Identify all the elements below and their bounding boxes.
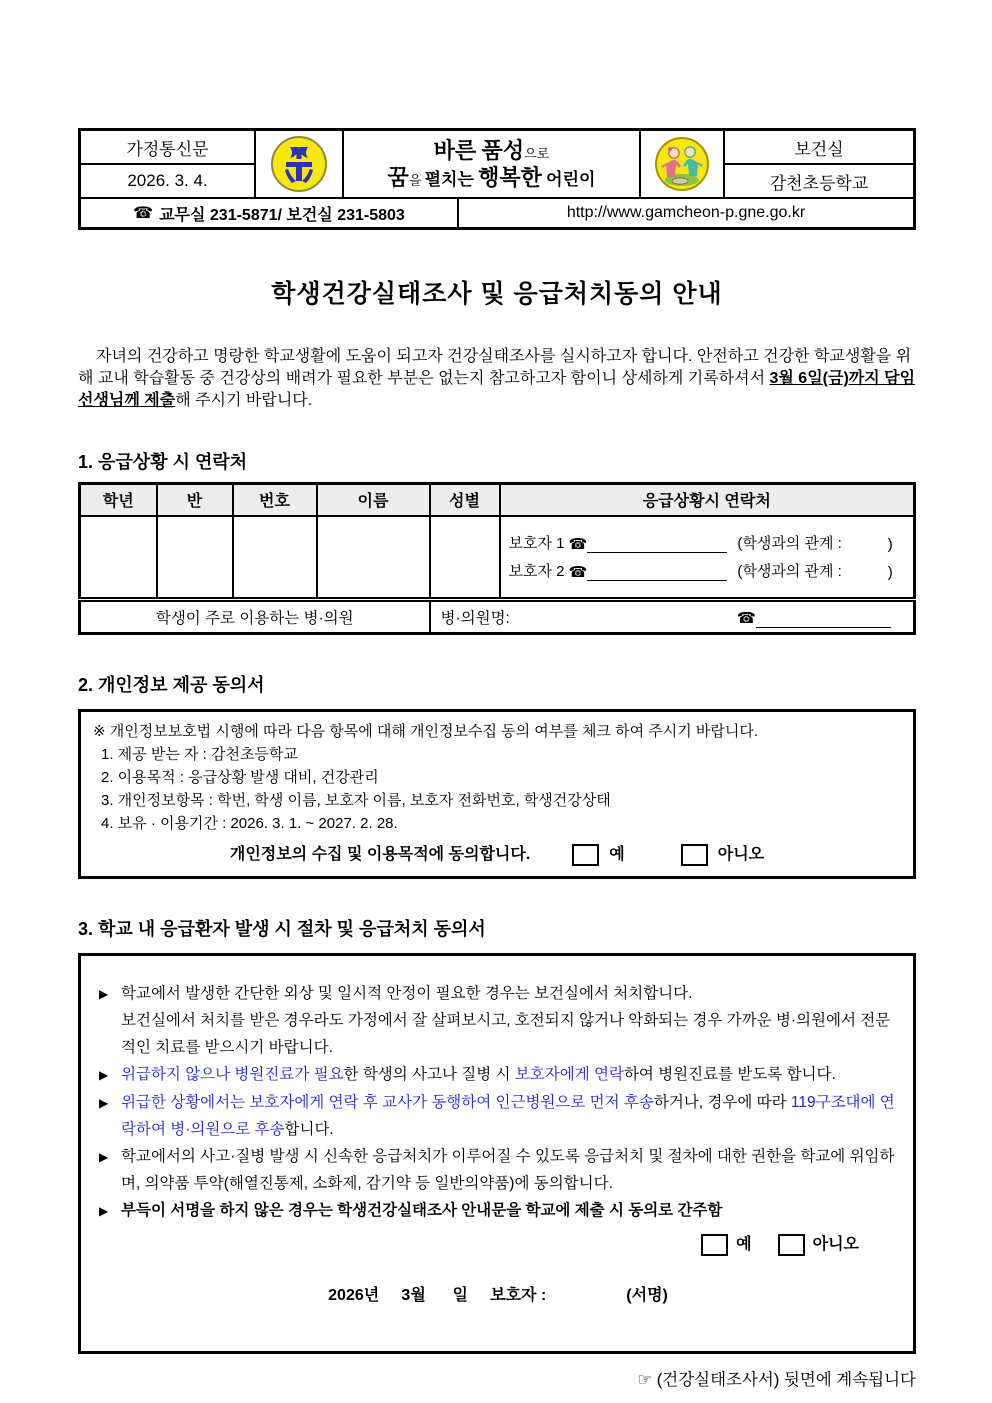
col-header-emergency-contact: 응급상황시 연락처 [500,484,915,516]
bullet-item-3 [99,1089,897,1143]
gender-field[interactable] [430,516,500,600]
privacy-item-3: 3. 개인정보항목 : 학번, 학생 이름, 보호자 이름, 보호자 전화번호, 학생건강상태 [101,792,611,809]
privacy-no-checkbox[interactable] [681,844,708,866]
page-title: 학생건강실태조사 및 응급처치동의 안내 [271,280,723,308]
bullet2-blue-1: 위급하지 않으나 병원진료가 필요 [121,1066,344,1083]
emergency-contact-table [78,482,916,635]
contact-cell [500,516,915,600]
bullet2-text-1: 한 학생의 사고나 질병 시 [343,1066,515,1083]
table-body-row [80,516,915,600]
procedure-yes-label: 예 [736,1236,752,1253]
school-name-label: 감천초등학교 [725,165,913,199]
number-field[interactable] [233,516,317,600]
privacy-no-label: 아니오 [717,846,765,863]
triangle-bullet-icon: ▶ [99,1096,109,1110]
bullet3-blue-2: 119구조대에 연락하여 병·의원으로 후송 [121,1094,895,1138]
phone-icon: ☎ [736,610,756,627]
col-header-number: 번호 [233,484,317,516]
bullet1-line1: 학교에서 발생한 간단한 외상 및 일시적 안정이 필요한 경우는 보건실에서 처치합니다. [121,985,693,1002]
privacy-notice: ※ 개인정보보호법 시행에 따라 다음 항목에 대해 개인정보수집 동의 여부를 체크 하여 주시기 바랍니다. [93,723,759,740]
privacy-yes-label: 예 [609,846,625,863]
col-header-class: 반 [157,484,233,516]
bullet4-text: 학교에서의 사고·질병 발생 시 신속한 응급처치가 이루어질 수 있도록 응급처치 및 절차에 대한 권한을 학교에 위임하며, 의약품 투약(해열진통제, 소화제, 감기약 등 일반의약품)에 동의합니다. [121,1148,895,1192]
bullet2-text-2: 하여 병원진료를 받도록 합니다. [623,1066,836,1083]
privacy-item-1: 1. 제공 받는 자 : 감천초등학교 [101,746,298,763]
relation-label: (학생과의 관계 : [737,535,842,553]
slogan-line-2: 꿈을 펼치는 행복한 어린이 [387,165,596,190]
clinic-name-label: 병·의원명: [440,610,510,627]
phone-icon: ☎ [568,536,588,554]
table-header-row [80,484,915,516]
consent-statement: 개인정보의 수집 및 이용목적에 동의합니다. [229,846,531,863]
bullet-item-2 [99,1061,897,1089]
bullet-item-5 [99,1197,897,1225]
clinic-row-label: 학생이 주로 이용하는 병·의원 [80,600,430,634]
guardian2-label: 보호자 2 [508,563,565,581]
procedure-no-label: 아니오 [812,1236,859,1253]
bullet-item-4 [99,1143,897,1197]
slogan-line-1: 바른 품성으로 [433,137,550,163]
clinic-phone-group [737,609,891,628]
clinic-row [80,600,915,634]
section2-heading: 2. 개인정보 제공 동의서 [78,675,265,695]
section3-heading: 3. 학교 내 응급환자 발생 시 절차 및 응급처치 동의서 [78,919,486,939]
clinic-value-cell [430,600,915,634]
phone-numbers-line [81,199,459,227]
triangle-bullet-icon: ▶ [99,987,109,1001]
school-logo-icon [256,131,344,199]
procedure-yes-checkbox[interactable] [701,1234,728,1256]
section1-heading: 1. 응급상황 시 연락처 [78,452,248,472]
school-slogan [344,131,641,199]
pointing-hand-icon: ☞ [637,1371,653,1389]
footer-text: (건강실태조사서) 뒷면에 계속됩니다 [652,1371,916,1389]
bullet5-text: 부득이 서명을 하지 않은 경우는 학생건강실태조사 안내문을 학교에 제출 시 동의로 간주함 [121,1202,723,1219]
children-emblem-icon [641,131,725,199]
guardian1-phone-blank[interactable] [587,536,727,553]
privacy-item-4: 4. 보유 · 이용기간 : 2026. 3. 1. ~ 2027. 2. 28. [101,815,398,832]
phone-icon: ☎ [568,564,588,582]
guardian1-row [509,532,906,553]
deadline-emphasis: 3월 6일(금)까지 담임선생님께 제출 [78,370,916,409]
date-label: 2026. 3. 4. [81,165,256,199]
intro-text-1: 자녀의 건강하고 명랑한 학교생활에 도움이 되고자 건강실태조사를 실시하고자 합니다. 안전하고 건강한 학교생활을 위해 교내 학습활동 중 건강상의 배려가 필요한 부분은 없는지 참고하고자 함이니 상세하게 기록하셔서 [78,348,912,387]
intro-paragraph [78,346,918,412]
bullet1-line2: 보건실에서 처치를 받은 경우라도 가정에서 잘 살펴보시고, 호전되지 않거나 악화되는 경우 가까운 병·의원에서 전문적인 치료를 받으시기 바랍니다. [121,1012,891,1056]
guardian2-phone-blank[interactable] [587,564,727,581]
website-url: http://www.gamcheon-p.gne.go.kr [566,204,806,221]
phone-icon: ☎ [133,205,154,222]
class-field[interactable] [157,516,233,600]
guardian2-row [509,560,906,581]
relation-close-paren: ) [887,564,893,582]
doc-type-label: 가정통신문 [81,131,256,165]
signature-line[interactable]: 2026년 3월 일 보호자 : (서명) [328,1287,668,1304]
bullet3-text-2: 합니다. [284,1121,334,1138]
guardian1-label: 보호자 1 [508,535,565,553]
triangle-bullet-icon: ▶ [99,1150,109,1164]
relation-close-paren: ) [887,536,893,554]
phone-numbers-label: 교무실 231-5871/ 보건실 231-5803 [159,206,405,224]
privacy-consent-box [78,709,916,879]
col-header-name: 이름 [317,484,430,516]
privacy-yes-checkbox[interactable] [572,844,599,866]
header-table [78,128,916,230]
privacy-consent-row [93,843,901,866]
name-field[interactable] [317,516,430,600]
clinic-phone-blank[interactable] [756,611,891,628]
procedure-no-checkbox[interactable] [778,1234,805,1256]
bullet-item-1 [99,980,897,1061]
footer-note [78,1366,916,1390]
emergency-procedure-box [78,953,916,1354]
procedure-consent-row [99,1231,859,1258]
relation-label: (학생과의 관계 : [737,563,842,581]
col-header-gender: 성별 [430,484,500,516]
grade-field[interactable] [80,516,157,600]
privacy-item-2: 2. 이용목적 : 응급상황 발생 대비, 건강관리 [101,769,379,786]
bullet2-blue-2: 보호자에게 연락 [514,1066,624,1083]
col-header-grade: 학년 [80,484,157,516]
intro-text-2: 해 주시기 바랍니다. [175,392,313,409]
office-label: 보건실 [725,131,913,165]
triangle-bullet-icon: ▶ [99,1204,109,1218]
bullet3-blue-1: 위급한 상황에서는 보호자에게 연락 후 교사가 동행하여 인근병원으로 먼저 후송 [121,1094,654,1111]
bullet3-text-1: 하거나, 경우에 따라 [653,1094,791,1111]
triangle-bullet-icon: ▶ [99,1068,109,1082]
